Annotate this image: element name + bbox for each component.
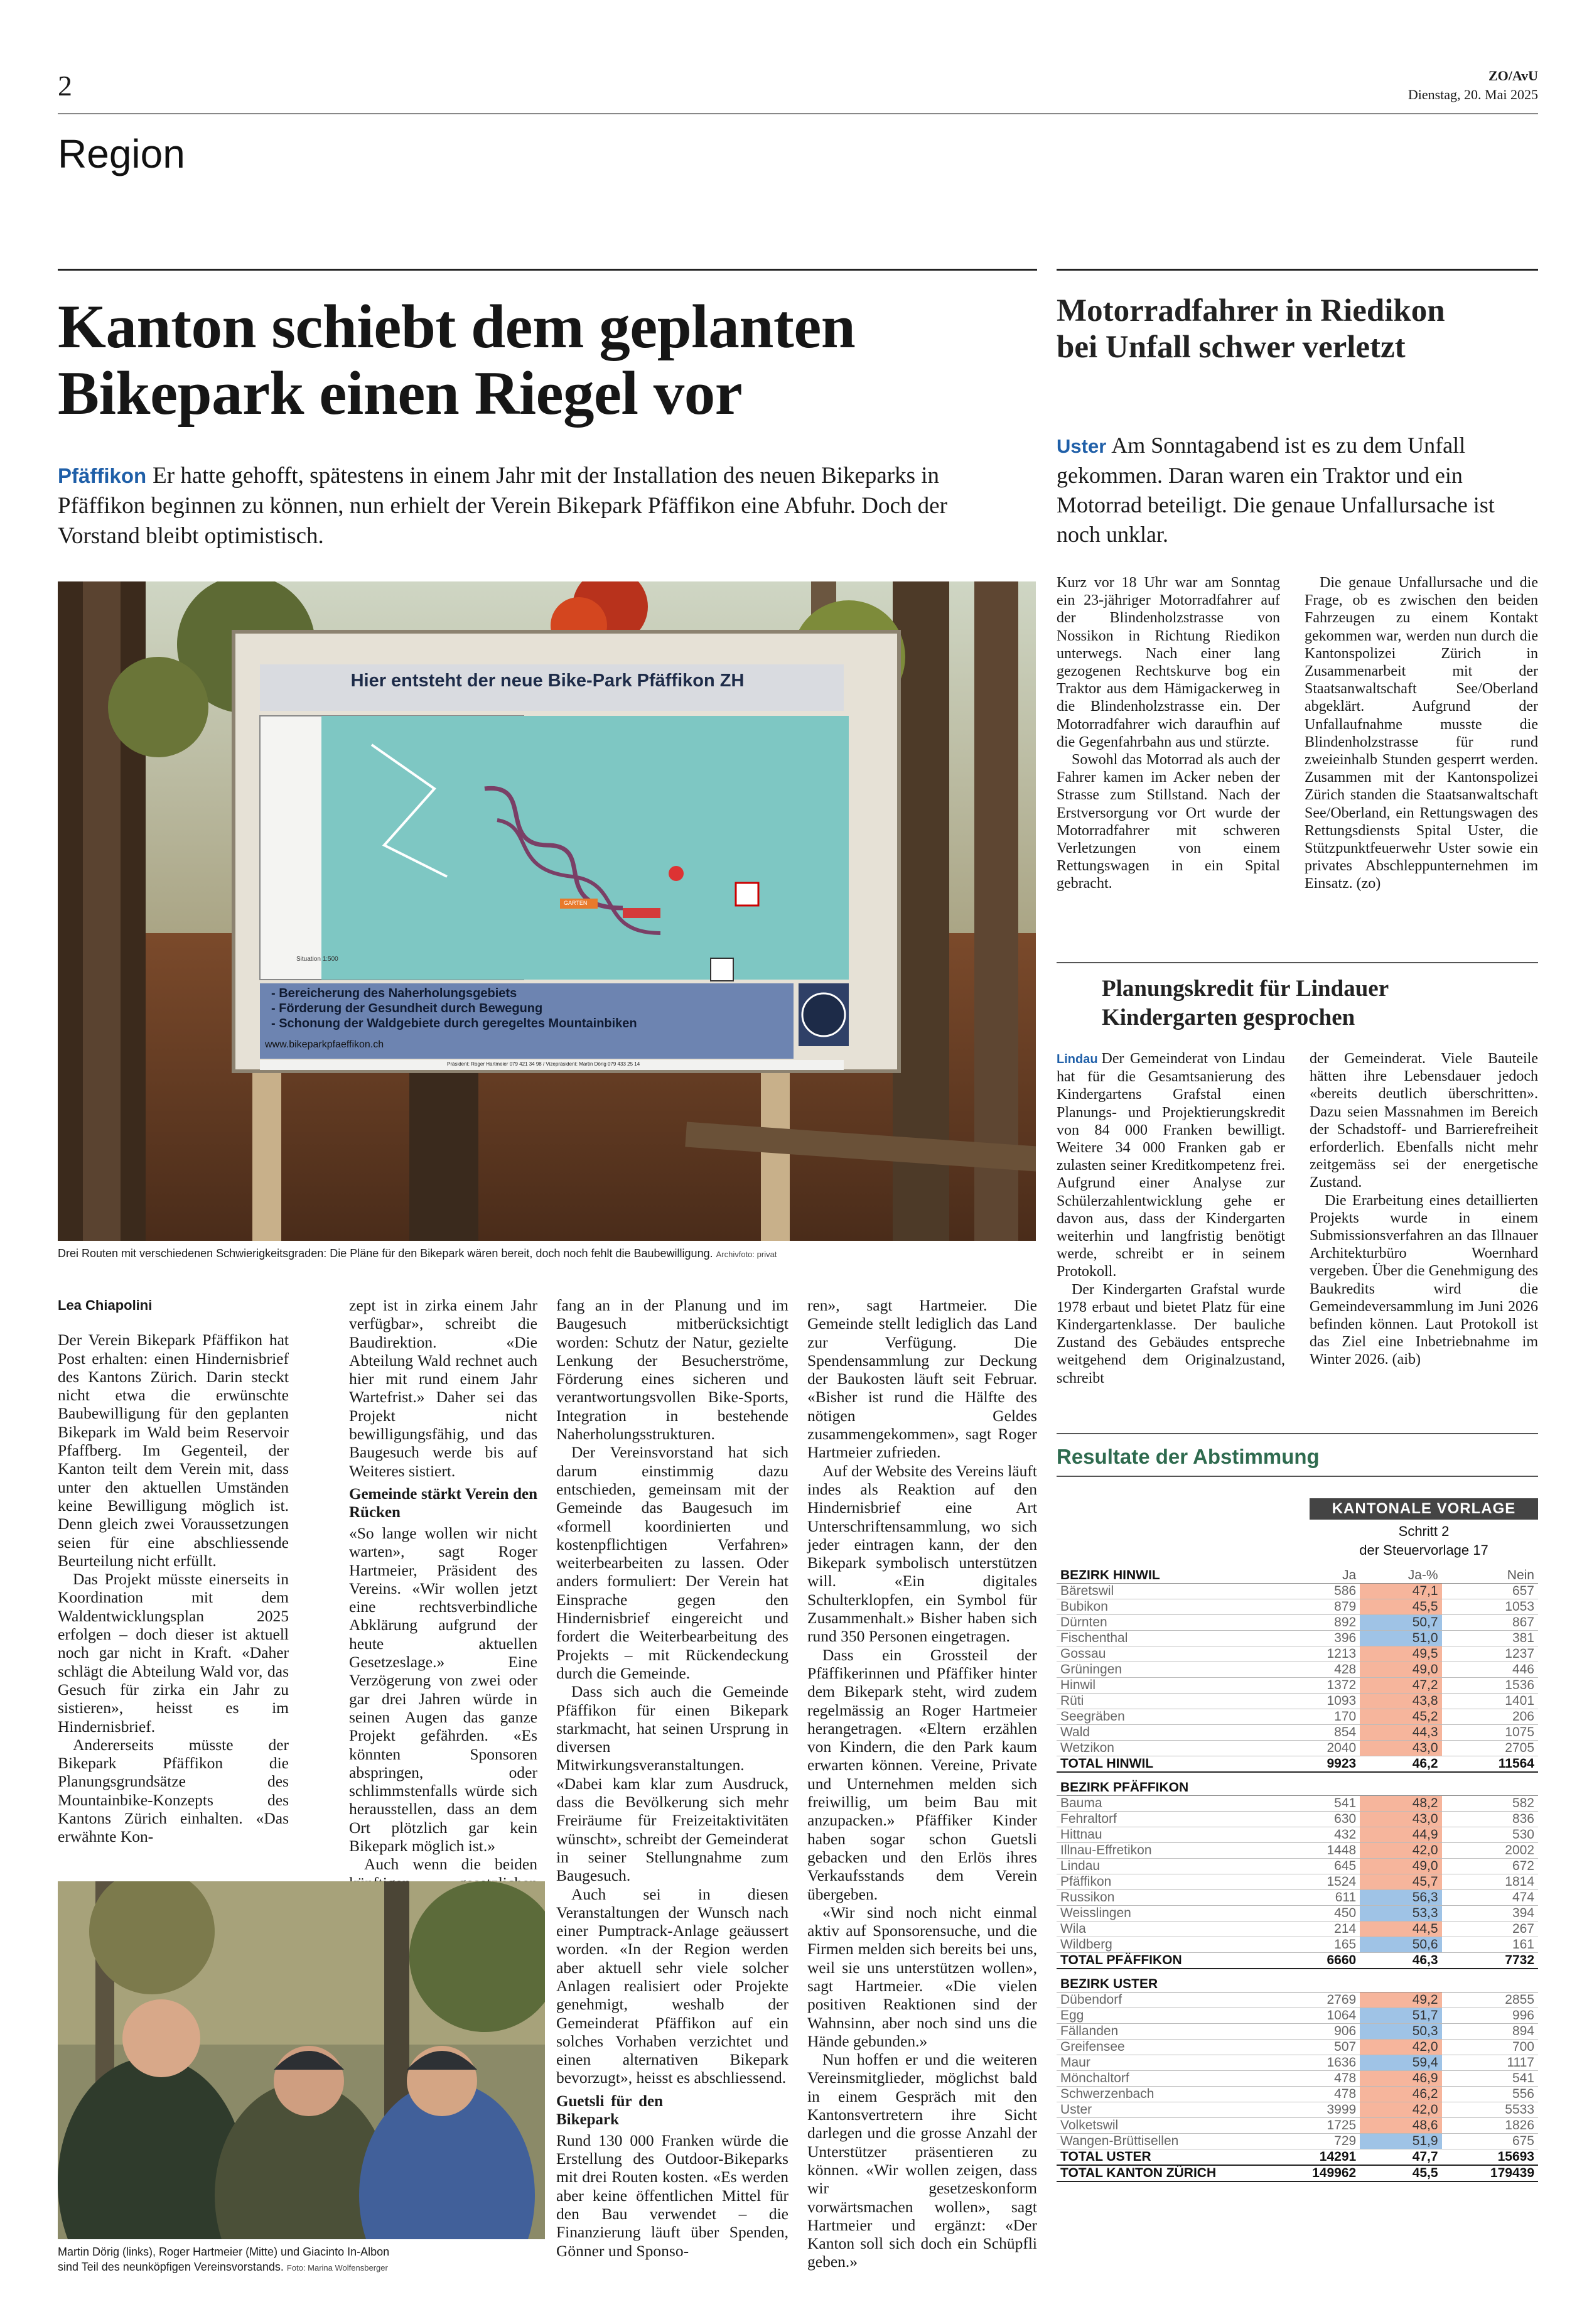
main-article-rule bbox=[58, 269, 1037, 271]
paragraph: Der Verein Bikepark Pfäffikon hat Post erhalten: einen Hindernisbrief des Kantons Zürich. Darin steckt nicht etwa die erwünschte Baubewilligung für den geplanten Bikepark im Wald beim Reservoir Pfaffberg. Im Gegenteil, der Kanton teilt dem Verein mit, dass unter den aktuellen Umständen keine Bewilligung möglich ist. Denn gleich zwei Voraussetzungen seien für eine abschliessende Beurteilung nicht erfüllt. bbox=[58, 1331, 289, 1570]
group-photo-credit: Foto: Marina Wolfensberger bbox=[286, 2263, 388, 2273]
commune-name: Wildberg bbox=[1057, 1937, 1288, 1952]
yes-count: 1093 bbox=[1288, 1693, 1360, 1709]
results-table-wrap bbox=[1057, 1560, 1538, 2182]
yes-percent: 42,0 bbox=[1360, 2039, 1441, 2055]
commune-name: Dübendorf bbox=[1057, 1992, 1288, 2008]
commune-name: Lindau bbox=[1057, 1858, 1288, 1874]
yes-count: 1636 bbox=[1288, 2055, 1360, 2070]
no-count: 556 bbox=[1442, 2086, 1538, 2102]
side1-lead-text: Am Sonntagabend ist es zu dem Unfall gekommen. Daran waren ein Traktor und ein Motorrad beteiligt. Die genaue Unfallursache ist noch unklar. bbox=[1057, 433, 1495, 547]
side2-col-b bbox=[1310, 1050, 1538, 1369]
paragraph: Dass sich auch die Gemeinde Pfäffikon für einen Bikepark starkmacht, hat seinen Ursprung in diversen Mitwirkungsveranstaltungen. «Dabei kam klar zum Ausdruck, dass die Bevölkerung sich mehr Freiräume für Freizeitaktivitäten wünscht», schreibt der Gemeinderat in seiner Stellungnahme zum Baugesuch. bbox=[556, 1682, 788, 1885]
main-photo-credit: Archivfoto: privat bbox=[716, 1250, 777, 1259]
commune-row bbox=[1057, 1858, 1538, 1874]
yes-percent: 48,2 bbox=[1360, 1795, 1441, 1811]
yes-count: 478 bbox=[1288, 2070, 1360, 2086]
group-photo-caption bbox=[58, 2244, 560, 2276]
group-photo-caption-line-1: Martin Dörig (links), Roger Hartmeier (Mitte) und Giacinto In-Albon bbox=[58, 2246, 390, 2258]
commune-name: Bauma bbox=[1057, 1795, 1288, 1811]
yes-percent: 46,9 bbox=[1360, 2070, 1441, 2086]
paragraph: Auf der Website des Vereins läuft indes als Reaktion auf den Hindernisbrief eine Art Unterschriftensammlung, wo sich jeder eintragen kann, der den Bikepark symbolisch unterstützen will. «Ein digitales Schulterklopfen, ein Symbol für Zusammenhalt.» Bisher haben sich rund 350 Personen eingetragen. bbox=[807, 1461, 1037, 1646]
main-body-col-2 bbox=[349, 1296, 537, 1947]
blank bbox=[1288, 1969, 1360, 1992]
yes-count: 450 bbox=[1288, 1905, 1360, 1921]
yes-count: 729 bbox=[1288, 2133, 1360, 2149]
no-count: 2705 bbox=[1442, 1740, 1538, 1756]
no-count: 672 bbox=[1442, 1858, 1538, 1874]
paragraph: Die Erarbeitung eines detaillierten Projekts wurde in einem Submissionsverfahren an das Illnauer Architekturbüro Woernhard vergeben. Über die Genehmigung des Baukredits wird die Gemeindeversammlung im Juni 2026 befinden können. Laut Protokoll ist das Ziel eine Inbetriebnahme im Winter 2026. (aib) bbox=[1310, 1192, 1538, 1368]
no-count: 1814 bbox=[1442, 1874, 1538, 1889]
results-banner: KANTONALE VORLAGE bbox=[1310, 1498, 1538, 1520]
yes-count: 906 bbox=[1288, 2023, 1360, 2039]
yes-count: 478 bbox=[1288, 2086, 1360, 2102]
no-count: 267 bbox=[1442, 1921, 1538, 1937]
yes-percent: 45,7 bbox=[1360, 1874, 1441, 1889]
commune-row bbox=[1057, 1874, 1538, 1889]
commune-name: Volketswil bbox=[1057, 2117, 1288, 2133]
commune-row bbox=[1057, 1992, 1538, 2008]
paragraph: «Wir sind noch nicht einmal aktiv auf Sponsorensuche, und die Firmen melden sich bereits bei uns, weil sie uns unterstützen wollen», sagt Hartmeier. «Die vielen positiven Reaktionen sind der Wahnsinn, aber noch sind uns die Hände gebunden.» bbox=[807, 1903, 1037, 2050]
header-rule bbox=[58, 113, 1538, 114]
sign-bullet: - Bereicherung des Naherholungsgebiets bbox=[271, 986, 517, 1000]
commune-name: Seegräben bbox=[1057, 1709, 1288, 1724]
no-count: 1536 bbox=[1442, 1677, 1538, 1693]
commune-name: Russikon bbox=[1057, 1889, 1288, 1905]
paragraph: fang an in der Planung und im Baugesuch mitberücksichtigt worden: Schutz der Natur, gezielte Lenkung der Besucherströme, Förderung eines sicheren und verantwortungsvollen Bike-Sports, Integration in bestehende Naherholungsstrukturen. bbox=[556, 1296, 788, 1444]
yes-count: 396 bbox=[1288, 1630, 1360, 1646]
commune-row bbox=[1057, 2117, 1538, 2133]
blank bbox=[1360, 1772, 1441, 1796]
yes-percent: 44,5 bbox=[1360, 1921, 1441, 1937]
district-header bbox=[1057, 1969, 1538, 1992]
section-title: Region bbox=[58, 131, 185, 176]
yes-percent: 44,9 bbox=[1360, 1827, 1441, 1842]
total-yes: 6660 bbox=[1288, 1952, 1360, 1969]
results-title: Resultate der Abstimmung bbox=[1057, 1445, 1320, 1468]
no-count: 474 bbox=[1442, 1889, 1538, 1905]
board-members-photo bbox=[58, 1881, 545, 2239]
total-no: 15693 bbox=[1442, 2149, 1538, 2165]
no-count: 582 bbox=[1442, 1795, 1538, 1811]
blank bbox=[1288, 1772, 1360, 1796]
total-yes: 14291 bbox=[1288, 2149, 1360, 2165]
paper-name: ZO/AvU bbox=[1488, 68, 1538, 84]
side1-lead bbox=[1057, 431, 1534, 549]
paragraph: ren», sagt Hartmeier. Die Gemeinde stellt lediglich das Land zur Verfügung. Die Spendensammlung zur Deckung der Baukosten läuft seit Februar. «Bisher ist rund die Hälfte des nötigen Geldes zusammengekommen», sagt Roger Hartmeier zufrieden. bbox=[807, 1296, 1037, 1462]
paragraph: Auch wenn die beiden bbox=[364, 1855, 537, 1874]
commune-name: Maur bbox=[1057, 2055, 1288, 2070]
commune-row bbox=[1057, 1724, 1538, 1740]
paragraph: Kurz vor 18 Uhr war am Sonntag ein 23-jähriger Motorradfahrer auf der Blindenholzstrasse von Nossikon in Richtung Riedikon unterwegs. Nach einer lang gezogenen Rechtskurve bog ein Traktor aus dem Hämigackerweg in die Blindenholzstrasse ein. Der Motorradfahrer wich daraufhin auf die Gegenfahrbahn aus und stürzte. bbox=[1057, 575, 1280, 750]
commune-row bbox=[1057, 1740, 1538, 1756]
commune-name: Gossau bbox=[1057, 1646, 1288, 1662]
no-count: 836 bbox=[1442, 1811, 1538, 1827]
yes-count: 3999 bbox=[1288, 2102, 1360, 2117]
issue-date: Dienstag, 20. Mai 2025 bbox=[1407, 87, 1538, 102]
paragraph bbox=[1057, 1050, 1285, 1281]
col-header-ja: Ja bbox=[1288, 1560, 1360, 1583]
paragraph: Andererseits müsste der Bikepark Pfäffikon die Planungsgrundsätze des Mountainbike-Konzepts des Kantons Zürich einhalten. «Das erwähnte Kon- bbox=[58, 1735, 289, 1846]
yes-percent: 47,1 bbox=[1360, 1583, 1441, 1599]
sign-bullets bbox=[271, 986, 637, 1031]
total-label: TOTAL PFÄFFIKON bbox=[1057, 1952, 1288, 1969]
commune-name: Hinwil bbox=[1057, 1677, 1288, 1693]
commune-row bbox=[1057, 2102, 1538, 2117]
yes-count: 1372 bbox=[1288, 1677, 1360, 1693]
main-kicker: Pfäffikon bbox=[58, 464, 147, 487]
paragraph: Sowohl das Motorrad als auch der Fahrer kamen im Acker neben der Strasse zum Stillstand. Nach der Erstversorgung vor Ort wurde der Motorradfahrer mit schweren Verletzungen von einem Rettungswagen in ein Spital gebracht. bbox=[1057, 752, 1280, 892]
page-number: 2 bbox=[58, 70, 72, 102]
commune-row bbox=[1057, 2023, 1538, 2039]
side2-rule bbox=[1057, 962, 1538, 963]
no-count: 161 bbox=[1442, 1937, 1538, 1952]
subhead-gemeinde: Gemeinde stärkt Verein den Rücken bbox=[349, 1485, 537, 1521]
side2-col-a bbox=[1057, 1050, 1285, 1387]
commune-row bbox=[1057, 1583, 1538, 1599]
commune-name: Grüningen bbox=[1057, 1662, 1288, 1677]
main-photo-caption bbox=[58, 1246, 1037, 1262]
commune-row bbox=[1057, 2055, 1538, 2070]
yes-count: 854 bbox=[1288, 1724, 1360, 1740]
paragraph: Nun hoffen er und die weiteren Vereinsmitglieder, möglichst bald in einem Gespräch mit den Kantonsvertretern ihre Sicht darlegen und die grosse Anzahl der Unterstützer präsentieren zu können. «Wir wollen zeigen, dass wir gesetzeskonform vorwärtsmachen wollen», sagt Hartmeier und ergänzt: «Der Kanton soll sich doch ein Schüpfli geben.» bbox=[807, 2050, 1037, 2271]
commune-name: Wetzikon bbox=[1057, 1740, 1288, 1756]
paragraph: der Gemeinderat. Viele Bauteile hätten ihre Lebensdauer jedoch «bereits deutlich überschritten». Dazu seien Massnahmen im Bereich der Schadstoff- und Barrierefreiheit erforderlich. Ebenfalls nicht mehr zeitgemäss sei der energetische Zustand. bbox=[1310, 1051, 1538, 1191]
map-garden-label: GARTEN bbox=[564, 900, 588, 906]
main-photo-caption-text: Drei Routen mit verschiedenen Schwierigkeitsgraden: Die Pläne für den Bikepark wären bereit, doch noch fehlt die Baubewilligung. bbox=[58, 1247, 713, 1260]
paragraph: Der Vereinsvorstand hat sich darum einstimmig dazu entschieden, gemeinsam mit der Gemeinde das Baugesuch im «formell koordinierten und kostenpflichtigen Verfahren» weiterbearbeiten zu lassen. Oder anders formuliert: Der Verein hat Einsprache gegen den Hindernisbrief eingereicht und fordert die Weiterbearbeitung des Projekts – mit Rückendeckung durch die Gemeinde. bbox=[556, 1443, 788, 1682]
total-no: 11564 bbox=[1442, 1756, 1538, 1772]
yes-count: 428 bbox=[1288, 1662, 1360, 1677]
canton-total-percent: 45,5 bbox=[1360, 2165, 1441, 2181]
yes-count: 879 bbox=[1288, 1599, 1360, 1614]
results-rule-2 bbox=[1057, 1476, 1538, 1477]
no-count: 206 bbox=[1442, 1709, 1538, 1724]
yes-percent: 43,0 bbox=[1360, 1811, 1441, 1827]
commune-name: Fischenthal bbox=[1057, 1630, 1288, 1646]
commune-name: Wald bbox=[1057, 1724, 1288, 1740]
commune-row bbox=[1057, 1709, 1538, 1724]
commune-name: Schwerzenbach bbox=[1057, 2086, 1288, 2102]
commune-name: Mönchaltorf bbox=[1057, 2070, 1288, 2086]
no-count: 867 bbox=[1442, 1614, 1538, 1630]
commune-row bbox=[1057, 1827, 1538, 1842]
group-photo-scene bbox=[58, 1881, 545, 2239]
yes-count: 214 bbox=[1288, 1921, 1360, 1937]
group-photo-caption-line-2: sind Teil des neunköpfigen Vereinsvorstands. bbox=[58, 2261, 284, 2273]
yes-percent: 47,2 bbox=[1360, 1677, 1441, 1693]
no-count: 675 bbox=[1442, 2133, 1538, 2149]
main-lead-text: Er hatte gehofft, spätestens in einem Jahr mit der Installation des neuen Bikeparks in Pfäffikon beginnen zu können, nun erhielt der Verein Bikepark Pfäffikon eine Abfuhr. Doch der Vorstand bleibt optimistisch. bbox=[58, 463, 947, 549]
paragraph: Das Projekt müsste einerseits in Koordination mit dem Waldentwicklungsplan 2025 erfolgen – doch dieser ist aktuell noch gar nicht in Kraft. «Daher schlägt die Abteilung Wald vor, das Gesuch für zirka ein Jahr zu sistieren», heisst es im Hindernisbrief. bbox=[58, 1570, 289, 1736]
col-header-nein: Nein bbox=[1442, 1560, 1538, 1583]
commune-row bbox=[1057, 2133, 1538, 2149]
yes-percent: 51,0 bbox=[1360, 1630, 1441, 1646]
district-total-row bbox=[1057, 1756, 1538, 1772]
no-count: 1237 bbox=[1442, 1646, 1538, 1662]
no-count: 381 bbox=[1442, 1630, 1538, 1646]
no-count: 1053 bbox=[1442, 1599, 1538, 1614]
yes-percent: 43,8 bbox=[1360, 1693, 1441, 1709]
total-yes: 9923 bbox=[1288, 1756, 1360, 1772]
yes-count: 170 bbox=[1288, 1709, 1360, 1724]
yes-percent: 50,7 bbox=[1360, 1614, 1441, 1630]
main-body-col-4 bbox=[807, 1296, 1037, 2271]
yes-percent: 56,3 bbox=[1360, 1889, 1441, 1905]
yes-percent: 59,4 bbox=[1360, 2055, 1441, 2070]
commune-row bbox=[1057, 1614, 1538, 1630]
commune-name: Greifensee bbox=[1057, 2039, 1288, 2055]
no-count: 530 bbox=[1442, 1827, 1538, 1842]
commune-row bbox=[1057, 1937, 1538, 1952]
side1-rule bbox=[1057, 269, 1538, 271]
side2-text: Der Gemeinderat von Lindau hat für die Gesamtsanierung des Kindergartens Grafstal einen Planungs- und Projektierungskredit von 84 000 Franken bewilligt. Weitere 34 000 Franken gab er zulasten seiner Kreditkompetenz frei. Aufgrund einer Analyse zur Schülerzahlentwicklung gehe er davon aus, dass der Kindergarten weiterhin und langfristig benötigt werde, schreibt er in seinem Protokoll. bbox=[1057, 1051, 1285, 1280]
commune-row bbox=[1057, 1599, 1538, 1614]
commune-name: Pfäffikon bbox=[1057, 1874, 1288, 1889]
yes-percent: 42,0 bbox=[1360, 2102, 1441, 2117]
district-header bbox=[1057, 1560, 1538, 1583]
no-count: 657 bbox=[1442, 1583, 1538, 1599]
yes-count: 645 bbox=[1288, 1858, 1360, 1874]
yes-count: 507 bbox=[1288, 2039, 1360, 2055]
results-subtitle-1: Schritt 2 bbox=[1398, 1523, 1450, 1539]
results-rule bbox=[1057, 1433, 1538, 1434]
commune-row bbox=[1057, 1646, 1538, 1662]
main-headline bbox=[58, 294, 1050, 427]
yes-count: 586 bbox=[1288, 1583, 1360, 1599]
commune-row bbox=[1057, 1905, 1538, 1921]
headline-line-2: Bikepark einen Riegel vor bbox=[58, 359, 743, 428]
commune-row bbox=[1057, 2008, 1538, 2023]
total-percent: 47,7 bbox=[1360, 2149, 1441, 2165]
map-scale-label: Situation 1:500 bbox=[296, 956, 338, 963]
results-subtitle bbox=[1310, 1522, 1538, 1560]
yes-count: 1064 bbox=[1288, 2008, 1360, 2023]
yes-percent: 49,2 bbox=[1360, 1992, 1441, 2008]
side2-kicker: Lindau bbox=[1057, 1052, 1098, 1066]
commune-row bbox=[1057, 2070, 1538, 2086]
subhead-guetsli: Guetsli für den Bikepark bbox=[556, 2092, 663, 2128]
commune-name: Bubikon bbox=[1057, 1599, 1288, 1614]
yes-count: 2769 bbox=[1288, 1992, 1360, 2008]
sign-bullet: - Förderung der Gesundheit durch Bewegung bbox=[271, 1002, 543, 1015]
yes-count: 630 bbox=[1288, 1811, 1360, 1827]
total-percent: 46,3 bbox=[1360, 1952, 1441, 1969]
yes-percent: 45,2 bbox=[1360, 1709, 1441, 1724]
paragraph: zept ist in zirka einem Jahr verfügbar», schreibt die Baudirektion. «Die Abteilung Wald rechnet auch hier mit rund einem Jahr Wartefrist.» Daher sei das Projekt nicht bewilligungsfähig, und das Baugesuch werde bis auf Weiteres sistiert. bbox=[349, 1296, 537, 1480]
results-table bbox=[1057, 1560, 1538, 2182]
commune-name: Wangen-Brüttisellen bbox=[1057, 2133, 1288, 2149]
yes-count: 1448 bbox=[1288, 1842, 1360, 1858]
total-percent: 46,2 bbox=[1360, 1756, 1441, 1772]
no-count: 446 bbox=[1442, 1662, 1538, 1677]
blank bbox=[1360, 1969, 1441, 1992]
yes-percent: 49,5 bbox=[1360, 1646, 1441, 1662]
no-count: 2855 bbox=[1442, 1992, 1538, 2008]
commune-name: Illnau-Effretikon bbox=[1057, 1842, 1288, 1858]
commune-row bbox=[1057, 1662, 1538, 1677]
paragraph: «So lange wollen wir nicht warten», sagt Roger Hartmeier, Präsident des Vereins. «Wir wollen jetzt eine rechtsverbindliche Abklärung aufgrund der heute aktuellen Gesetzeslage.» Eine Verzögerung von zwei oder gar drei Jahren würde in seinen Augen das ganze Projekt gefährden. «Es könnten Sponsoren abspringen, oder schlimmstenfalls würde sich herausstellen, dass an dem Ort plötzlich gar kein Bikepark möglich ist.» bbox=[349, 1523, 537, 1856]
canton-total-no: 179439 bbox=[1442, 2165, 1538, 2181]
yes-count: 541 bbox=[1288, 1795, 1360, 1811]
commune-row bbox=[1057, 1842, 1538, 1858]
yes-percent: 45,5 bbox=[1360, 1599, 1441, 1614]
no-count: 394 bbox=[1442, 1905, 1538, 1921]
paragraph: Auch sei in diesen Veranstaltungen der Wunsch nach einer Pumptrack-Anlage geäussert worden. «In der Region werden aber aktuell sehr viele solcher Anlagen realisiert oder Projekte genehmigt, weshalb der Gemeinderat Pfäffikon auf ein solches Vorhaben verzichtet und einen alternativen Bikepark bevorzugt», heisst es abschliessend. bbox=[556, 1884, 788, 2087]
commune-name: Fehraltorf bbox=[1057, 1811, 1288, 1827]
main-lead bbox=[58, 461, 949, 551]
commune-name: Rüti bbox=[1057, 1693, 1288, 1709]
no-count: 2002 bbox=[1442, 1842, 1538, 1858]
canton-total-label: TOTAL KANTON ZÜRICH bbox=[1057, 2165, 1288, 2181]
yes-percent: 48,6 bbox=[1360, 2117, 1441, 2133]
yes-count: 1213 bbox=[1288, 1646, 1360, 1662]
no-count: 894 bbox=[1442, 2023, 1538, 2039]
total-label: TOTAL HINWIL bbox=[1057, 1756, 1288, 1772]
yes-count: 2040 bbox=[1288, 1740, 1360, 1756]
bikepark-sign-photo bbox=[58, 581, 1036, 1241]
district-name: BEZIRK PFÄFFIKON bbox=[1057, 1772, 1288, 1796]
canton-total-yes: 149962 bbox=[1288, 2165, 1360, 2181]
commune-name: Dürnten bbox=[1057, 1614, 1288, 1630]
no-count: 1117 bbox=[1442, 2055, 1538, 2070]
yes-percent: 53,3 bbox=[1360, 1905, 1441, 1921]
yes-percent: 49,0 bbox=[1360, 1858, 1441, 1874]
commune-name: Uster bbox=[1057, 2102, 1288, 2117]
main-body-col-3 bbox=[556, 1296, 788, 2260]
commune-row bbox=[1057, 1677, 1538, 1693]
canton-total-row bbox=[1057, 2165, 1538, 2181]
side1-kicker: Uster bbox=[1057, 435, 1107, 457]
yes-percent: 42,0 bbox=[1360, 1842, 1441, 1858]
commune-name: Hittnau bbox=[1057, 1827, 1288, 1842]
blank bbox=[1442, 1969, 1538, 1992]
headline-line-1: Kanton schiebt dem geplanten bbox=[58, 293, 856, 361]
district-name: BEZIRK USTER bbox=[1057, 1969, 1288, 1992]
district-total-row bbox=[1057, 2149, 1538, 2165]
yes-percent: 50,3 bbox=[1360, 2023, 1441, 2039]
side1-headline: Motorradfahrer in Riedikon bei Unfall schwer verletzt bbox=[1057, 293, 1445, 365]
yes-count: 611 bbox=[1288, 1889, 1360, 1905]
byline: Lea Chiapolini bbox=[58, 1297, 153, 1313]
paragraph: Rund 130 000 Franken würde die Erstellung des Outdoor-Bikeparks mit drei Routen kosten. «Es werden aber keine öffentlichen Mittel für den Bau verwendet – die Finanzierung läuft über Spenden, Gönner und Sponso- bbox=[556, 2131, 788, 2260]
commune-row bbox=[1057, 1811, 1538, 1827]
commune-name: Wila bbox=[1057, 1921, 1288, 1937]
side2-headline: Planungskredit für Lindauer Kindergarten gesprochen bbox=[1102, 976, 1389, 1030]
yes-count: 1725 bbox=[1288, 2117, 1360, 2133]
commune-row bbox=[1057, 1693, 1538, 1709]
commune-row bbox=[1057, 1630, 1538, 1646]
no-count: 1826 bbox=[1442, 2117, 1538, 2133]
sign-contacts: Präsident: Roger Hartmeier 079 421 34 98 / Vizepräsident: Martin Dörig 079 433 25 14 bbox=[447, 1061, 640, 1067]
no-count: 541 bbox=[1442, 2070, 1538, 2086]
yes-percent: 50,6 bbox=[1360, 1937, 1441, 1952]
yes-count: 432 bbox=[1288, 1827, 1360, 1842]
paragraph: Dass ein Grossteil der Pfäffikerinnen und Pfäffiker hinter dem Bikepark steht, wird zudem regelmässig an Roger Hartmeier herangetragen. «Eltern erzählen von Kindern, die den Park kaum erwarten können. Vereine, Private und Unternehmen melden sich freiwillig, um beim Bau mit anzupacken.» Pfäffiker Kinder haben sogar schon Guetsli gebacken und den Erlös ihres Verkaufsstands dem Verein übergeben. bbox=[807, 1645, 1037, 1903]
commune-name: Bäretswil bbox=[1057, 1583, 1288, 1599]
commune-name: Egg bbox=[1057, 2008, 1288, 2023]
results-subtitle-2: der Steuervorlage 17 bbox=[1359, 1542, 1488, 1558]
col-header-ja-pct: Ja-% bbox=[1360, 1560, 1441, 1583]
commune-name: Fällanden bbox=[1057, 2023, 1288, 2039]
district-total-row bbox=[1057, 1952, 1538, 1969]
side1-col-b bbox=[1305, 574, 1538, 893]
yes-percent: 44,3 bbox=[1360, 1724, 1441, 1740]
commune-row bbox=[1057, 2039, 1538, 2055]
paragraph: Der Kindergarten Grafstal wurde 1978 erbaut und bietet Platz für eine Kindergartenklasse. Der bauliche Zustand des Gebäudes entspreche weitgehend dem Originalzustand, schreibt bbox=[1057, 1281, 1285, 1386]
no-count: 700 bbox=[1442, 2039, 1538, 2055]
paragraph: Die genaue Unfallursache und die Frage, ob es zwischen den beiden Fahrzeugen zu einem Kontakt gekommen war, werden nun durch die Kantonspolizei Zürich in Zusammenarbeit mit der Staatsanwaltschaft See/Oberland abgeklärt. Aufgrund der Unfallaufnahme musste die Blindenholzstrasse für rund zweieinhalb Stunden gesperrt werden. Zusammen mit der Kantonspolizei Zürich standen die Staatsanwaltschaft See/Oberland, ein Rettungswagen des Rettungsdiensts Spital Uster, die Stützpunktfeuerwehr Uster sowie ein privates Abschleppunternehmen im Einsatz. (zo) bbox=[1305, 575, 1538, 892]
district-header bbox=[1057, 1772, 1538, 1796]
blank bbox=[1442, 1772, 1538, 1796]
no-count: 996 bbox=[1442, 2008, 1538, 2023]
yes-percent: 51,7 bbox=[1360, 2008, 1441, 2023]
commune-row bbox=[1057, 2086, 1538, 2102]
commune-row bbox=[1057, 1889, 1538, 1905]
no-count: 1075 bbox=[1442, 1724, 1538, 1740]
sign-bullet: - Schonung der Waldgebiete durch geregeltes Mountainbiken bbox=[271, 1017, 637, 1030]
district-name: BEZIRK HINWIL bbox=[1057, 1560, 1288, 1583]
side1-col-a bbox=[1057, 574, 1280, 893]
yes-percent: 49,0 bbox=[1360, 1662, 1441, 1677]
sign-title: Hier entsteht der neue Bike-Park Pfäffikon ZH bbox=[350, 671, 745, 691]
yes-percent: 43,0 bbox=[1360, 1740, 1441, 1756]
yes-count: 892 bbox=[1288, 1614, 1360, 1630]
total-label: TOTAL USTER bbox=[1057, 2149, 1288, 2165]
commune-row bbox=[1057, 1921, 1538, 1937]
no-count: 1401 bbox=[1442, 1693, 1538, 1709]
yes-count: 1524 bbox=[1288, 1874, 1360, 1889]
yes-percent: 46,2 bbox=[1360, 2086, 1441, 2102]
sign-url: www.bikeparkpfaeffikon.ch bbox=[265, 1039, 384, 1050]
yes-percent: 51,9 bbox=[1360, 2133, 1441, 2149]
commune-row bbox=[1057, 1795, 1538, 1811]
no-count: 5533 bbox=[1442, 2102, 1538, 2117]
commune-name: Weisslingen bbox=[1057, 1905, 1288, 1921]
total-no: 7732 bbox=[1442, 1952, 1538, 1969]
main-body-col-1 bbox=[58, 1296, 289, 1846]
yes-count: 165 bbox=[1288, 1937, 1360, 1952]
